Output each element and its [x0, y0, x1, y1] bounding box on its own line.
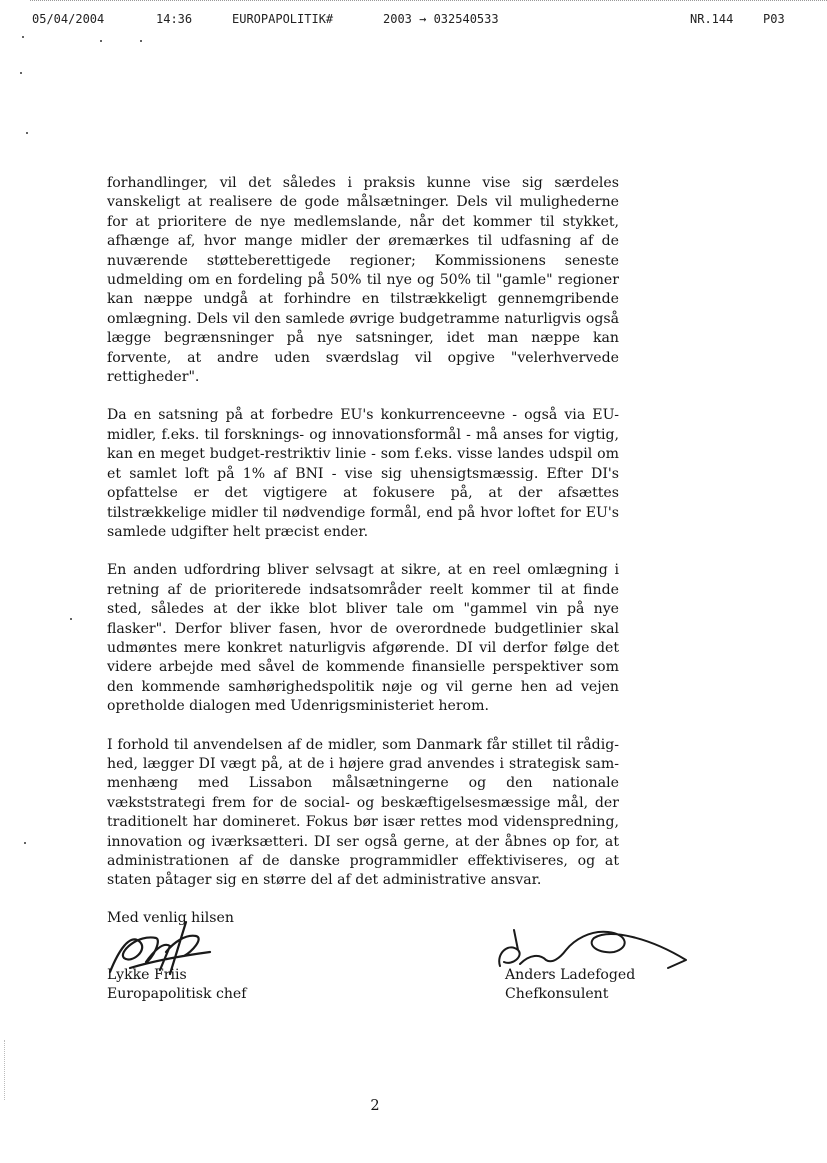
- fax-route: 2003 → 032540533: [383, 12, 499, 26]
- paragraph-2: Da en satsning på at forbedre EU's konkurrenceevne - også via EU-midler, f.eks. til forsknings- og innovationsformål - må anses for vigtig, kan en meget budget-restriktiv linie - som f.eks. visse landes udspil om et samlet loft på 1% af BNI - vise sig uhensigtsmæssig. Efter DI's opfattelse er det vigtigere at fokusere på, at der afsættes tilstrækkelige midler til nødvendige formål, end på hvor loftet for EU's samlede udgifter helt præcist ender.: [107, 407, 619, 540]
- signatory-left-title: Europapolitisk chef: [107, 986, 247, 1002]
- paragraph-4: I forhold til anvendelsen af de midler, som Danmark får stillet til rådighed, lægger DI vægt på, at de i højere grad anvendes i strategisk sammenhæng med Lissabon målsætningerne og den nationale vækststrategi frem for de social- og beskæftigelsesmæssige mål, der traditionelt har domineret. Fokus bør især rettes mod videnspredning, innovation og iværksætteri. DI ser også gerne, at der åbnes op for, at administrationen af de danske programmidler effektiviseres, og at staten påtager sig en større del af det administrative ansvar.: [107, 736, 619, 889]
- fax-date: 05/04/2004: [32, 12, 105, 26]
- scan-speck: [26, 132, 28, 134]
- scan-speck: [100, 40, 102, 42]
- fax-page: P03: [763, 12, 785, 26]
- signatory-left: [107, 966, 247, 1004]
- page-number: 2: [370, 1098, 380, 1114]
- paragraph-3: En anden udfordring bliver selvsagt at sikre, at en reel omlægning i retning af de prioriterede indsatsområder reelt kommer til at finde sted, således at der ikke blot bliver tale om "gammel vin på nye flasker". Derfor bliver fasen, hvor de overordnede budgetlinier skal udmøntes mere konkret naturligvis afgørende. DI vil derfor følge det videre arbejde med såvel de kommende finansielle perspektiver som den kommende samhørighedspolitik nøje og vil gerne hen ad vejen opretholde dialogen med Udenrigsministeriet herom.: [107, 562, 619, 715]
- fax-time: 14:36: [156, 12, 193, 26]
- scan-speck: [22, 36, 24, 38]
- scan-speck: [20, 72, 22, 74]
- signatory-left-name: Lykke Friis: [107, 967, 187, 983]
- signatory-right: [505, 966, 635, 1004]
- closing-salutation: Med venlig hilsen: [107, 910, 234, 926]
- scan-speck: [24, 842, 26, 844]
- fax-header: [0, 12, 827, 32]
- scan-speck: [140, 40, 142, 42]
- scan-speck: [70, 618, 72, 620]
- paragraph-1: forhandlinger, vil det således i praksis kunne vise sig særdeles vanskeligt at realisere de gode målsætninger. Dels vil mulighederne for at prioritere de nye medlemslande, når det kommer til stykket, afhænge af, hvor mange midler der øremærkes til udfasning af de nuværende støtteberettigede regioner; Kommissionens seneste udmelding om en fordeling på 50% til nye og 50% til "gamle" regioner kan næppe undgå at forhindre en tilstrækkeligt gennemgribende omlægning. Dels vil den samlede øvrige budgetramme naturligvis også lægge begrænsninger på nye satsninger, idet man næppe kan forvente, at andre uden sværdslag vil opgive "velerhvervede rettigheder".: [107, 175, 619, 386]
- letter-body: [107, 174, 619, 910]
- scan-edge-mark: [4, 1040, 5, 1100]
- fax-top-rule: [30, 0, 827, 1]
- fax-number: NR.144: [690, 12, 734, 26]
- fax-sender: EUROPAPOLITIK#: [232, 12, 334, 26]
- signatory-right-name: Anders Ladefoged: [505, 967, 636, 983]
- signatory-right-title: Chefkonsulent: [505, 986, 609, 1002]
